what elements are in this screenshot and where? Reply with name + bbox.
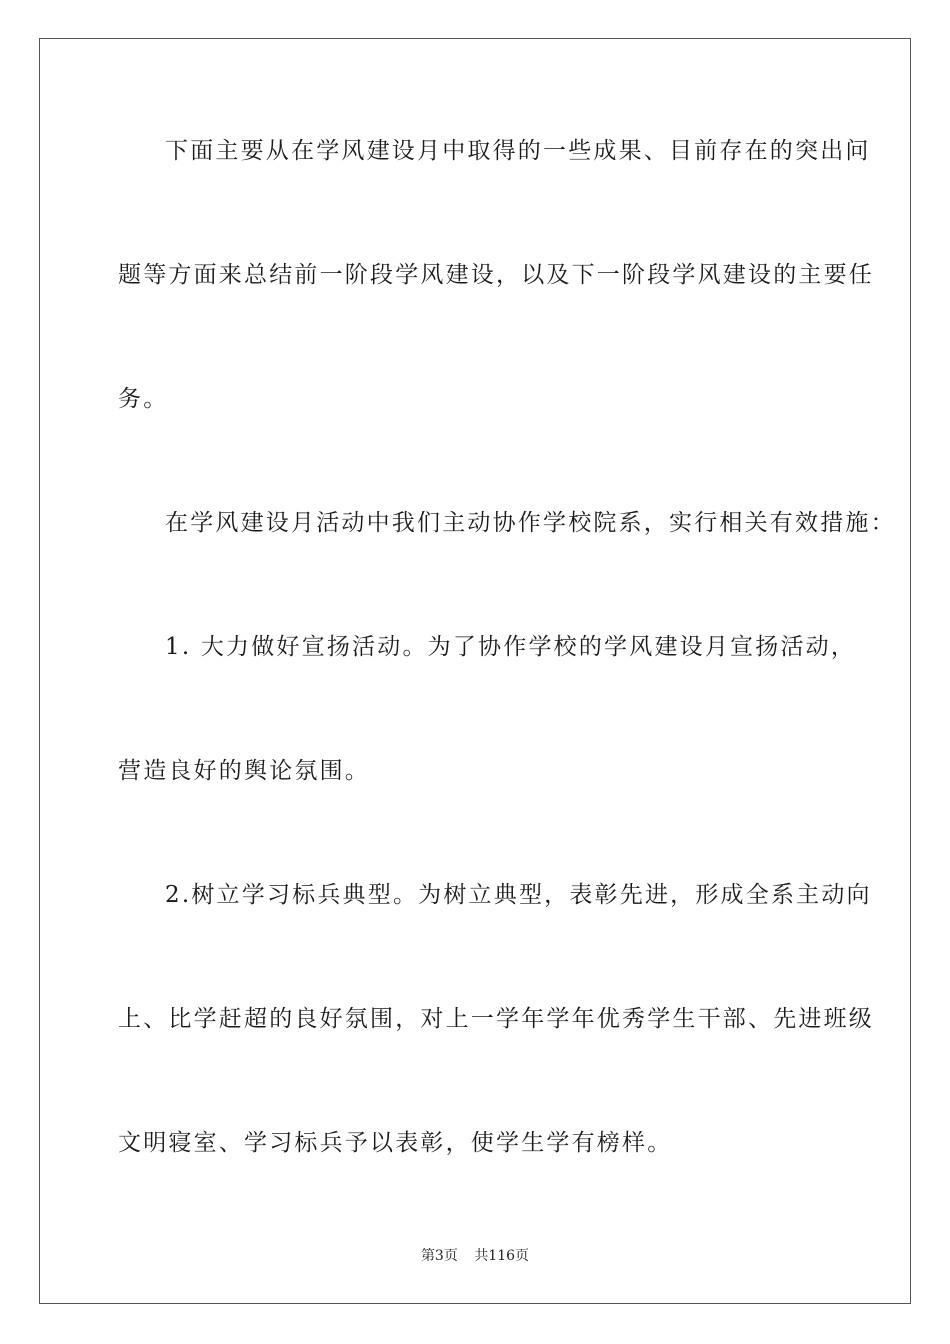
paragraph-line: 下面主要从在学风建设月中取得的一些成果、目前存在的突出问 — [165, 138, 871, 164]
paragraph-line: 上、比学赶超的良好氛围，对上一学年学年优秀学生干部、先进班级 — [118, 1006, 874, 1032]
paragraph-line: 1. 大力做好宣扬活动。为了协作学校的学风建设月宣扬活动， — [165, 634, 857, 660]
paragraph-line: 营造良好的舆论氛围。 — [118, 758, 370, 784]
paragraph-line: 题等方面来总结前一阶段学风建设，以及下一阶段学风建设的主要任 — [118, 262, 874, 288]
page-total: 共116页 — [474, 1248, 530, 1264]
page-number: 第3页 — [420, 1248, 458, 1264]
paragraph-line: 务。 — [118, 386, 169, 412]
paragraph-line: 文明寝室、学习标兵予以表彰，使学生学有榜样。 — [118, 1130, 673, 1156]
page-footer — [0, 1247, 950, 1265]
paragraph-line: 在学风建设月活动中我们主动协作学校院系，实行相关有效措施： — [165, 510, 896, 536]
paragraph-line: 2.树立学习标兵典型。为树立典型，表彰先进，形成全系主动向 — [165, 882, 872, 908]
page-border — [39, 38, 911, 1304]
